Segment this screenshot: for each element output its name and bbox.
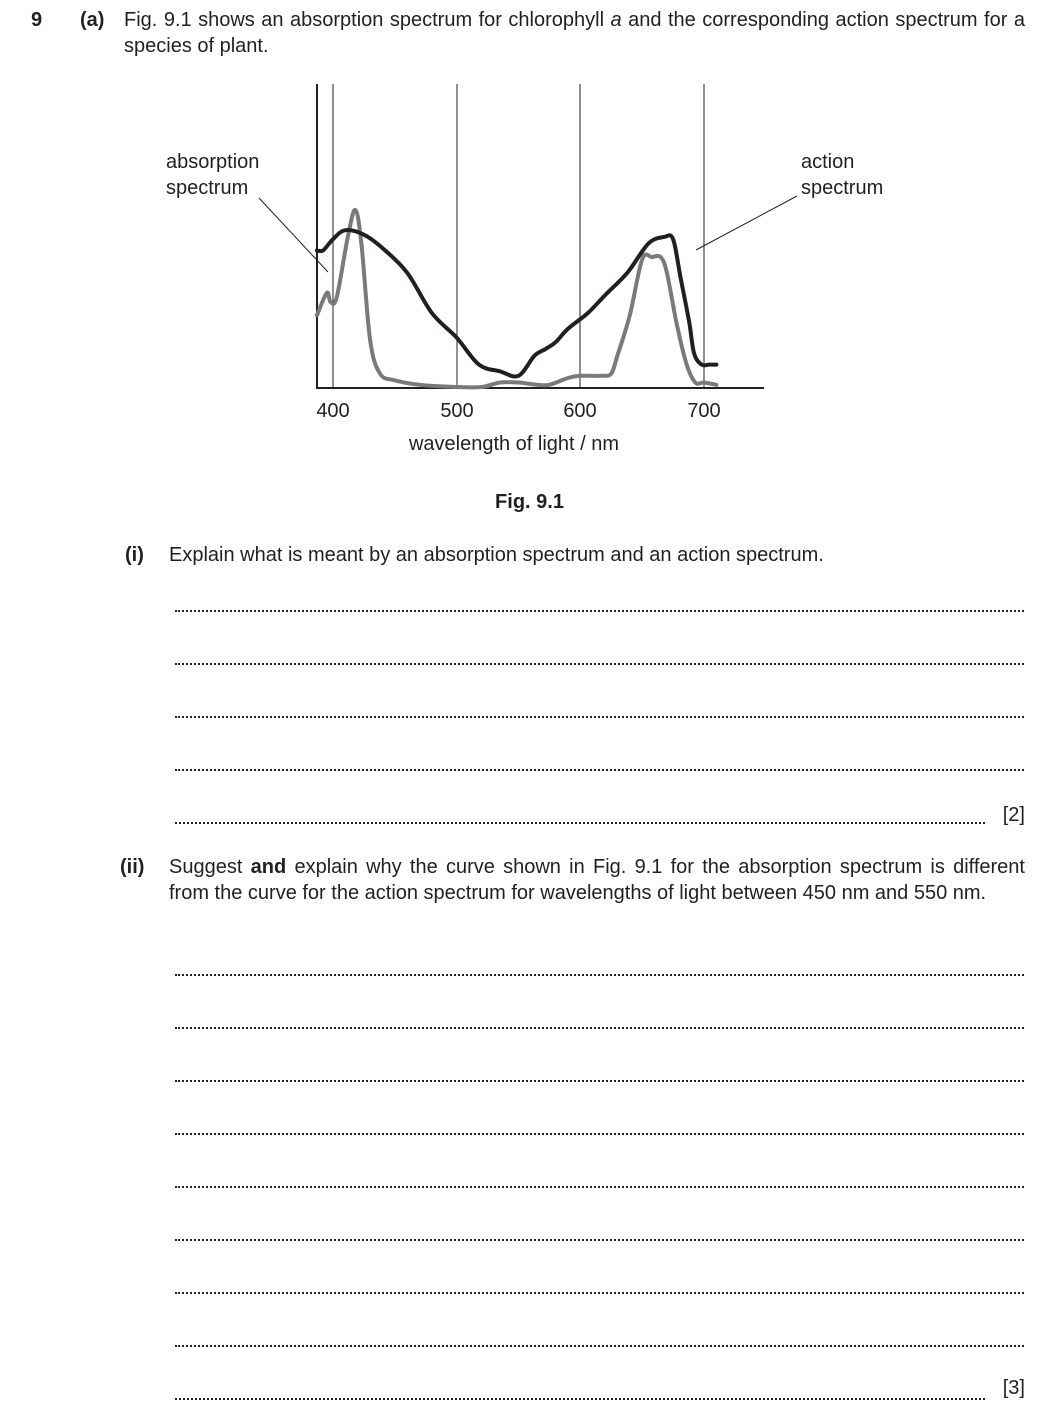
part-ii-question bbox=[169, 854, 1025, 906]
question-number: 9 bbox=[31, 9, 43, 31]
part-ii-text-start: Suggest bbox=[169, 856, 251, 878]
answer-line-i-5[interactable] bbox=[175, 820, 985, 824]
part-i-label: (i) bbox=[125, 544, 144, 566]
marks-part-ii: [3] bbox=[1002, 1377, 1025, 1399]
intro-italic-a: a bbox=[610, 9, 622, 31]
answer-line-ii-7[interactable] bbox=[175, 1290, 1024, 1294]
answer-line-ii-1[interactable] bbox=[175, 972, 1024, 976]
action-label-line2: spectrum bbox=[801, 177, 884, 199]
absorption-label-line2: spectrum bbox=[166, 177, 249, 199]
answer-line-i-3[interactable] bbox=[175, 714, 1024, 718]
marks-part-i: [2] bbox=[1002, 804, 1025, 826]
intro-text-start: Fig. 9.1 shows an absorption spectrum for chlorophyll bbox=[124, 9, 611, 31]
intro-text-end: and the corresponding action spectrum for a species of plant. bbox=[124, 9, 1025, 57]
part-ii-text-end: explain why the curve shown in Fig. 9.1 for the absorption spectrum is different from the curve for the action spectrum for wavelengths of light between 450 nm and 550 nm. bbox=[169, 856, 1025, 904]
x-tick-label: 500 bbox=[440, 400, 474, 422]
answer-line-i-1[interactable] bbox=[175, 608, 1024, 612]
action-spectrum-curve bbox=[317, 230, 717, 376]
action-label-pointer bbox=[696, 196, 797, 250]
answer-line-ii-8[interactable] bbox=[175, 1343, 1024, 1347]
figure-9-1 bbox=[0, 0, 1059, 470]
absorption-label-line1: absorption bbox=[166, 151, 260, 173]
figure-caption: Fig. 9.1 bbox=[495, 491, 564, 513]
part-ii-bold-and: and bbox=[250, 856, 287, 878]
answer-line-ii-9[interactable] bbox=[175, 1396, 985, 1400]
answer-line-ii-4[interactable] bbox=[175, 1131, 1024, 1135]
answer-line-i-2[interactable] bbox=[175, 661, 1024, 665]
answer-line-ii-3[interactable] bbox=[175, 1078, 1024, 1082]
part-a-label: (a) bbox=[80, 9, 105, 31]
answer-line-ii-6[interactable] bbox=[175, 1237, 1024, 1241]
x-tick-label: 400 bbox=[316, 400, 350, 422]
answer-line-ii-2[interactable] bbox=[175, 1025, 1024, 1029]
vertical-grid-lines bbox=[333, 84, 704, 388]
part-ii-label: (ii) bbox=[120, 856, 145, 878]
answer-line-ii-5[interactable] bbox=[175, 1184, 1024, 1188]
action-label-line1: action bbox=[801, 151, 855, 173]
x-tick-label: 700 bbox=[687, 400, 721, 422]
x-axis-label: wavelength of light / nm bbox=[408, 433, 620, 455]
part-i-question: Explain what is meant by an absorption spectrum and an action spectrum. bbox=[169, 544, 824, 566]
x-tick-label: 600 bbox=[563, 400, 597, 422]
answer-line-i-4[interactable] bbox=[175, 767, 1024, 771]
absorption-spectrum-curve bbox=[317, 210, 717, 387]
